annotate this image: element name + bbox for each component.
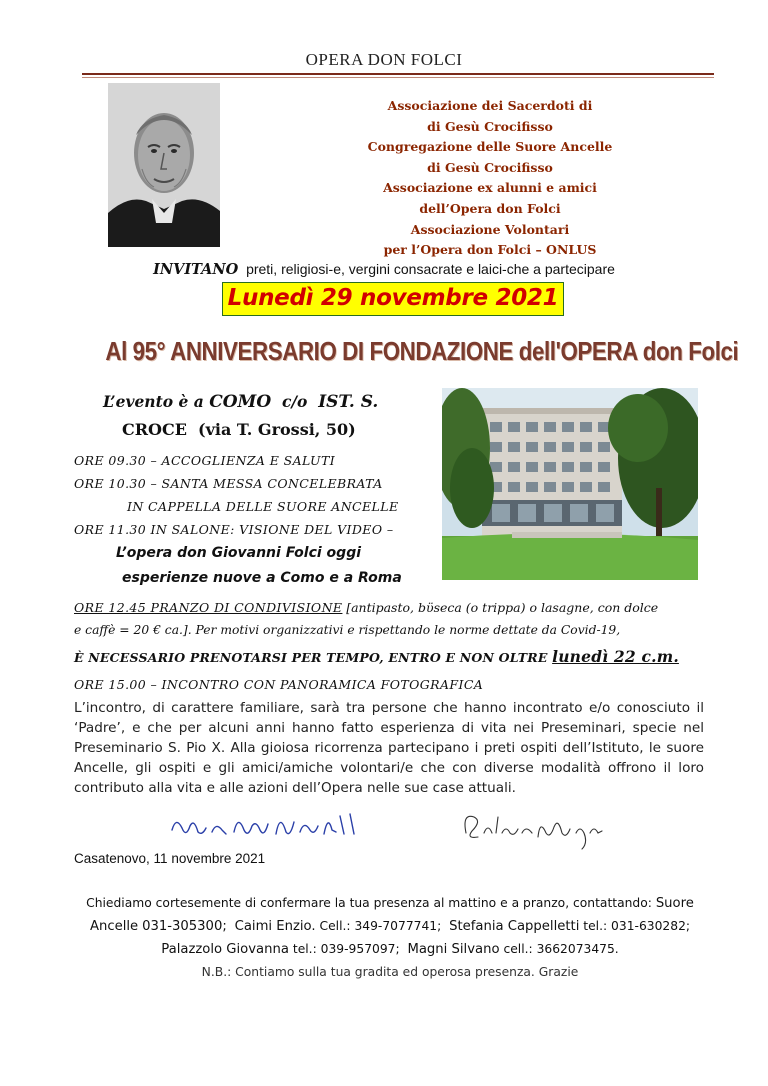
- associations-list: [300, 96, 680, 261]
- event-address: [122, 420, 356, 439]
- contact-phone: Cell.: 349-7077741;: [319, 919, 442, 933]
- video-title-line1: L’opera don Giovanni Folci oggi: [116, 545, 362, 561]
- schedule-item-mass: ORE 10.30 – SANTA MESSA CONCELEBRATA: [74, 476, 383, 491]
- anniversary-title: Al 95° ANNIVERSARIO DI FONDAZIONE dell'OPERA don Folci: [105, 336, 739, 366]
- booking-text: È NECESSARIO PRENOTARSI PER TEMPO, ENTRO E NON OLTRE: [74, 650, 548, 665]
- building-photo: [442, 388, 698, 580]
- lunch-schedule: ORE 12.45 PRANZO DI CONDIVISIONE: [74, 600, 343, 615]
- contact-name: Suore Ancelle: [89, 896, 694, 934]
- signature-don-angelo: [168, 808, 364, 848]
- event-location: [103, 392, 378, 412]
- page-title: OPERA DON FOLCI: [305, 50, 463, 69]
- contact-phone: tel.: 031-630282;: [583, 919, 691, 933]
- header-divider: [82, 73, 714, 75]
- closing-note: N.B.: Contiamo sulla tua gradita ed operosa presenza. Grazie: [201, 965, 579, 979]
- association-line: di Gesù Crocifisso: [427, 118, 553, 134]
- body-paragraph: L’incontro, di carattere familiare, sarà tra persone che hanno incontrato e/o conosciuto il ‘Padre’, e che per alcuni anni hanno fatto esperienza di vita nei Preseminari, specie nel Preseminario S. Pio X. Alla gioiosa ricorrenza partecipano i preti ospiti dell’Istituto, le suore Ancelle, gli ospiti e gli amici/amiche volontari/e che con diverse modalità offrono il loro contributo alla vita e alle azioni dell’Opera nelle sue case attuali.: [74, 700, 704, 796]
- header-divider-thin: [82, 77, 714, 78]
- invite-word: INVITANO: [153, 261, 239, 278]
- event-city: COMO: [209, 392, 272, 412]
- lunch-line: [74, 600, 704, 615]
- association-line: di Gesù Crocifisso: [427, 159, 553, 175]
- schedule-item-chapel: IN CAPPELLA DELLE SUORE ANCELLE: [127, 499, 399, 514]
- association-line: per l’Opera don Folci – ONLUS: [383, 242, 597, 258]
- portrait-photo: [108, 83, 220, 247]
- association-line: Associazione Volontari: [410, 221, 570, 237]
- association-line: Associazione ex alunni e amici: [383, 180, 597, 196]
- contact-name: Palazzolo Giovanna: [161, 942, 289, 957]
- lunch-price-line: e caffè = 20 € ca.]. Per motivi organizzativi e rispettando le norme dettate da Covid-19,: [74, 623, 621, 637]
- association-line: Congregazione delle Suore Ancelle: [367, 139, 613, 155]
- contact-phone: cell.: 3662073475.: [503, 942, 619, 956]
- event-street: (via T. Grossi, 50): [198, 420, 356, 439]
- contact-name: Caimi Enzio.: [234, 919, 316, 934]
- date-banner: Lunedì 29 novembre 2021: [222, 282, 564, 316]
- event-institute: IST. S.: [318, 392, 379, 412]
- event-co: c/o: [281, 392, 308, 411]
- lunch-menu: [antipasto, bϋseca (o trippa) o lasagne, con dolce: [346, 600, 659, 615]
- invite-line: [0, 261, 768, 278]
- association-line: Associazione dei Sacerdoti di: [387, 98, 593, 113]
- event-institute-name: CROCE: [122, 420, 187, 439]
- place-date: Casatenovo, 11 novembre 2021: [74, 851, 266, 866]
- schedule-item-video: ORE 11.30 IN SALONE: VISIONE DEL VIDEO –: [74, 522, 394, 537]
- contact-name: Stefania Cappelletti: [449, 919, 580, 934]
- video-title-line2: esperienze nuove a Como e a Roma: [122, 570, 402, 586]
- contact-phone: 031-305300;: [142, 919, 227, 934]
- contacts-intro: Chiediamo cortesemente di confermare la tua presenza al mattino e a pranzo, contattando:: [86, 896, 652, 910]
- contacts-block: [70, 892, 710, 983]
- association-line: dell’Opera don Folci: [419, 200, 561, 216]
- contact-phone: tel.: 039-957097;: [292, 942, 400, 956]
- event-prefix: L’evento è a: [103, 392, 204, 411]
- schedule-item-photo: ORE 15.00 – INCONTRO CON PANORAMICA FOTOGRAFICA: [74, 677, 484, 692]
- booking-notice: [74, 647, 704, 666]
- invite-text: preti, religiosi-e, vergini consacrate e laici-che a partecipare: [246, 261, 615, 277]
- contact-name: Magni Silvano: [407, 942, 500, 957]
- signature-silvano-magni: [458, 803, 618, 853]
- schedule-item-welcome: ORE 09.30 – ACCOGLIENZA E SALUTI: [74, 453, 336, 468]
- booking-deadline: lunedì 22 c.m.: [552, 647, 679, 666]
